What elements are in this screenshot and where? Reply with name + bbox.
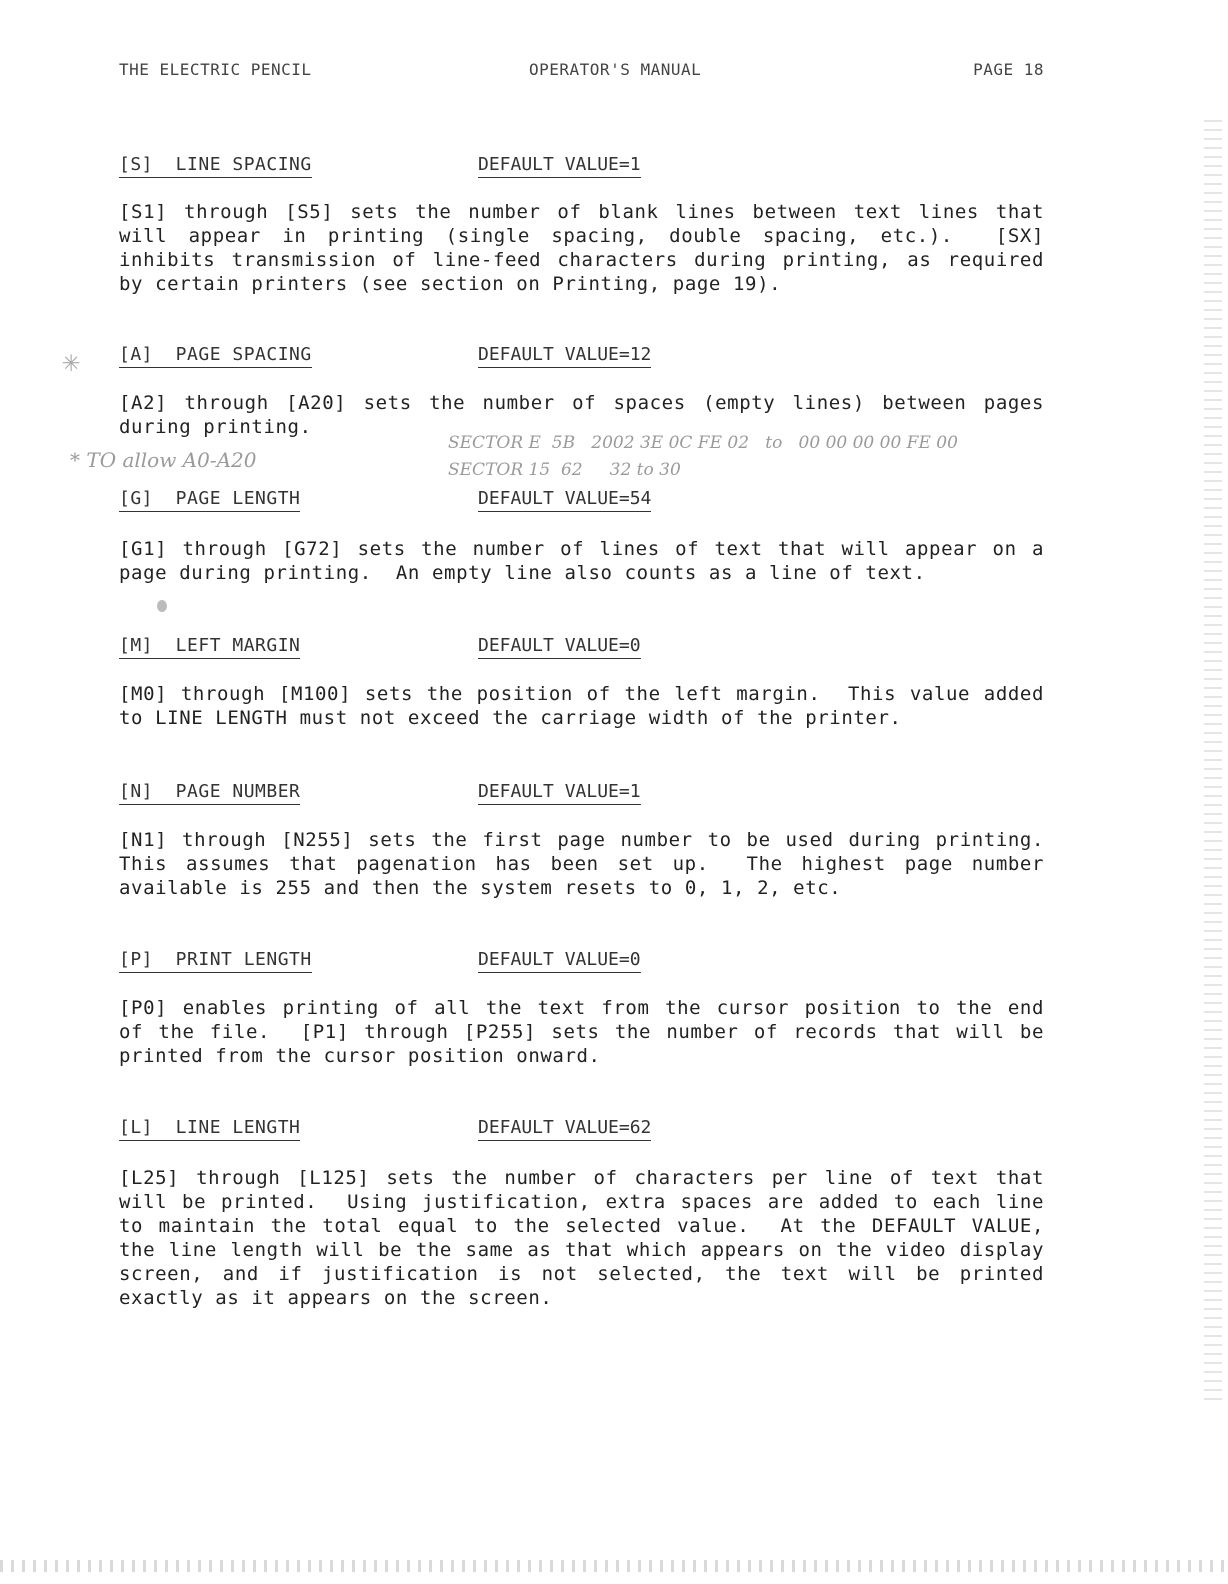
section-code: [A] PAGE SPACING <box>119 344 312 368</box>
body-line: exactly as it appears on the screen. <box>119 1287 553 1309</box>
section-code: [N] PAGE NUMBER <box>119 781 300 805</box>
body-line: available is 255 and then the system resets to 0, 1, 2, etc. <box>119 877 842 899</box>
body-line: screen, and if justification is not selected, the text will be printed <box>119 1263 1044 1285</box>
body-line: by certain printers (see section on Printing, page 19). <box>119 273 782 295</box>
section-code: [L] LINE LENGTH <box>119 1117 300 1141</box>
handwritten-sector-note-2: SECTOR 15 62 32 to 30 <box>448 460 681 480</box>
handwritten-asterisk-mark: ✳ <box>62 344 81 379</box>
section-code: [M] LEFT MARGIN <box>119 635 300 659</box>
scan-bottom-noise <box>0 1560 1228 1572</box>
section-body-left-margin <box>119 682 1044 730</box>
body-line: will appear in printing (single spacing, double spacing, etc.). [SX] <box>119 225 1044 247</box>
handwritten-sector-note-1: SECTOR E 5B 2002 3E 0C FE 02 to 00 00 00 00 FE 00 <box>448 433 958 453</box>
body-line: printed from the cursor position onward. <box>119 1045 601 1067</box>
body-line: This assumes that pagenation has been set up. The highest page number <box>119 853 1044 875</box>
section-body-line-spacing <box>119 200 1044 296</box>
body-line: [L25] through [L125] sets the number of characters per line of text that <box>119 1167 1044 1189</box>
body-line: of the file. [P1] through [P255] sets the number of records that will be <box>119 1021 1044 1043</box>
body-line: to LINE LENGTH must not exceed the carriage width of the printer. <box>119 707 902 729</box>
handwritten-note: * TO allow A0-A20 <box>70 448 257 472</box>
ink-smudge <box>157 600 167 612</box>
page-header <box>119 60 1044 84</box>
header-title: THE ELECTRIC PENCIL <box>119 60 312 79</box>
section-code: [G] PAGE LENGTH <box>119 488 300 512</box>
body-line: will be printed. Using justification, extra spaces are added to each line <box>119 1191 1044 1213</box>
body-line: [G1] through [G72] sets the number of lines of text that will appear on a <box>119 538 1044 560</box>
section-body-page-spacing <box>119 391 1044 439</box>
section-default-value: DEFAULT VALUE=1 <box>478 781 641 805</box>
section-default-value: DEFAULT VALUE=62 <box>478 1117 651 1141</box>
body-line: [P0] enables printing of all the text from the cursor position to the end <box>119 997 1044 1019</box>
body-line: inhibits transmission of line-feed characters during printing, as required <box>119 249 1044 271</box>
section-body-print-length <box>119 996 1044 1068</box>
section-default-value: DEFAULT VALUE=1 <box>478 154 641 178</box>
section-default-value: DEFAULT VALUE=0 <box>478 635 641 659</box>
body-line: to maintain the total equal to the selected value. At the DEFAULT VALUE, <box>119 1215 1044 1237</box>
section-default-value: DEFAULT VALUE=12 <box>478 344 651 368</box>
section-code: [P] PRINT LENGTH <box>119 949 312 973</box>
section-default-value: DEFAULT VALUE=54 <box>478 488 651 512</box>
section-body-page-number <box>119 828 1044 900</box>
body-line: during printing. <box>119 416 312 438</box>
scan-edge-noise <box>1204 120 1222 1400</box>
section-body-page-length <box>119 537 1044 585</box>
body-line: [A2] through [A20] sets the number of spaces (empty lines) between pages <box>119 392 1044 414</box>
body-line: the line length will be the same as that which appears on the video display <box>119 1239 1044 1261</box>
section-body-line-length <box>119 1166 1044 1310</box>
header-manual-name: OPERATOR'S MANUAL <box>529 60 702 79</box>
body-line: [N1] through [N255] sets the first page number to be used during printing. <box>119 829 1044 851</box>
body-line: [M0] through [M100] sets the position of the left margin. This value added <box>119 683 1044 705</box>
body-line: page during printing. An empty line also counts as a line of text. <box>119 562 926 584</box>
section-default-value: DEFAULT VALUE=0 <box>478 949 641 973</box>
section-code: [S] LINE SPACING <box>119 154 312 178</box>
body-line: [S1] through [S5] sets the number of blank lines between text lines that <box>119 201 1044 223</box>
header-page-number: PAGE 18 <box>973 60 1044 79</box>
